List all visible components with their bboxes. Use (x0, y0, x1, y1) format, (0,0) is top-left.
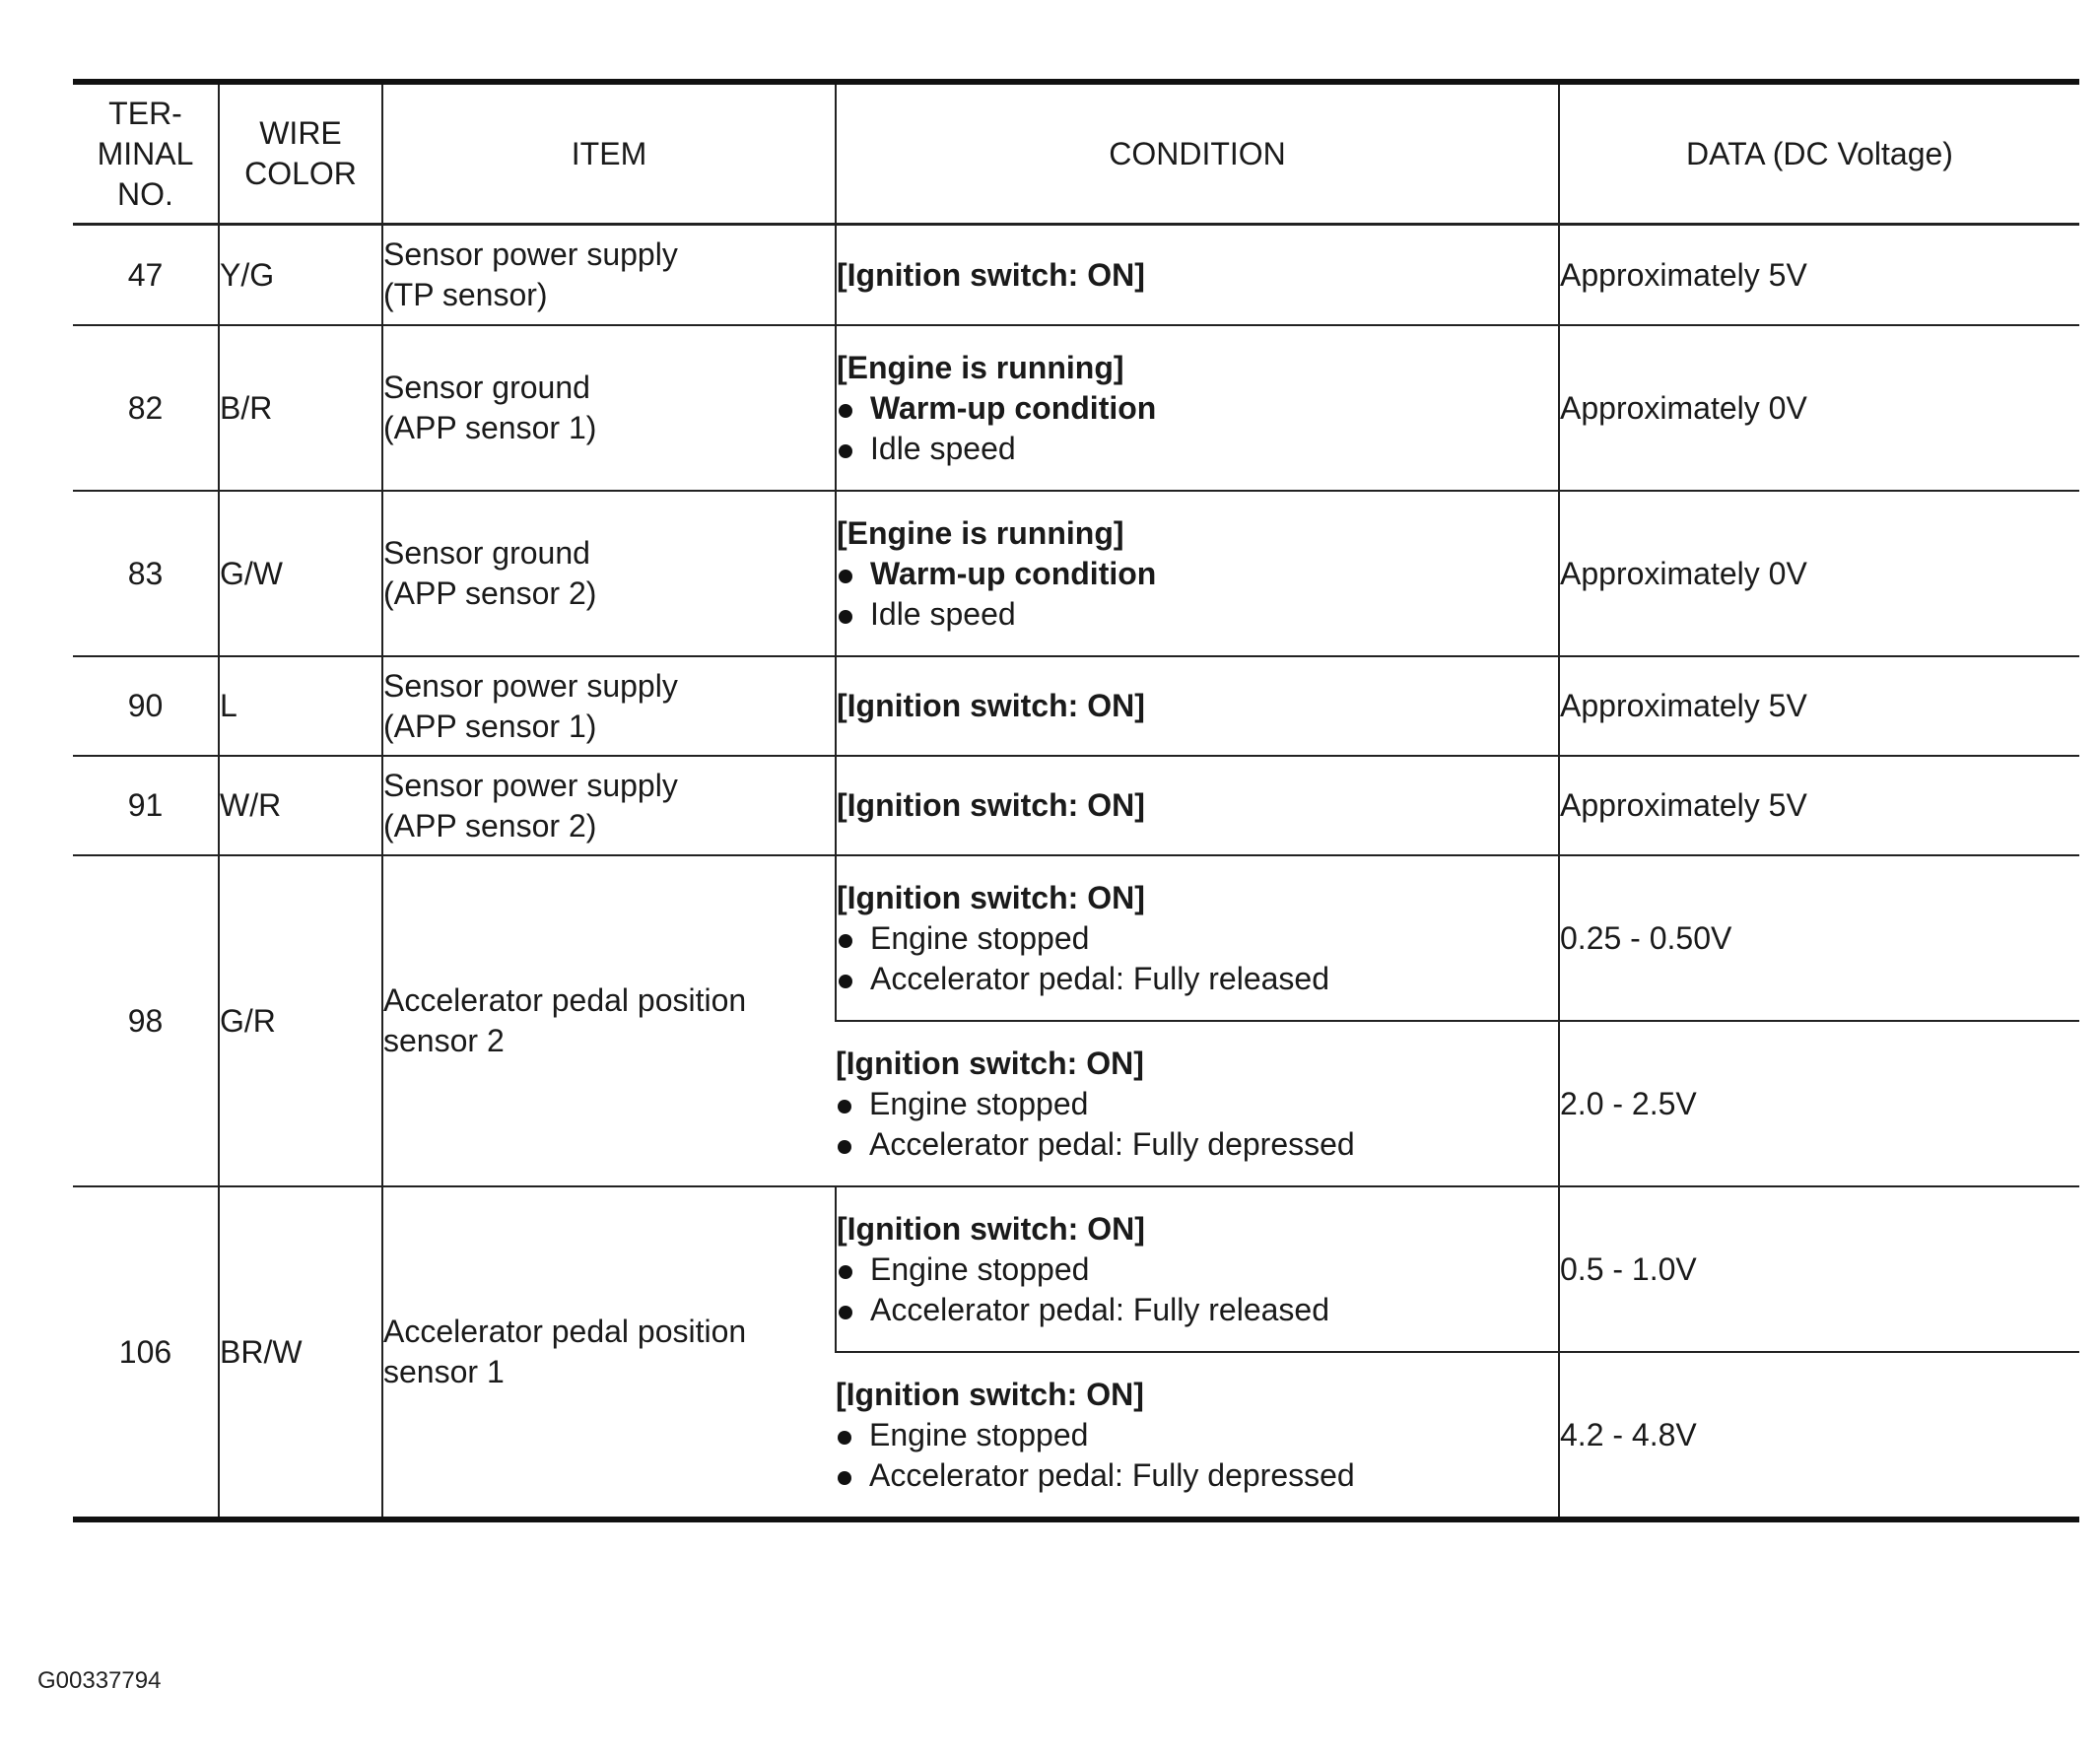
terminal-no: 47 (73, 225, 219, 326)
condition-cell (836, 325, 1559, 491)
header-row (73, 82, 2079, 225)
wire-color: BR/W (219, 1186, 382, 1519)
wire-color: G/W (219, 491, 382, 656)
wire-color: Y/G (219, 225, 382, 326)
table-row (73, 1186, 2079, 1352)
condition-cell (836, 491, 1559, 656)
condition-cell (836, 225, 1559, 326)
condition-bullet: Accelerator pedal: Fully released (837, 1290, 1558, 1330)
item-cell: Sensor power supply (APP sensor 1) (382, 656, 836, 756)
terminal-no: 83 (73, 491, 219, 656)
data-value: 2.0 - 2.5V (1559, 1021, 2079, 1186)
item-cell: Sensor power supply (TP sensor) (382, 225, 836, 326)
condition-head: [Ignition switch: ON] (837, 879, 1145, 915)
condition-cell (836, 1186, 1559, 1352)
ecm-terminal-table-wrapper (73, 79, 2079, 1522)
condition-head: [Engine is running] (837, 514, 1124, 551)
terminal-no: 106 (73, 1186, 219, 1519)
table-row (73, 325, 2079, 491)
data-value: 0.25 - 0.50V (1559, 855, 2079, 1021)
header-condition: CONDITION (836, 82, 1559, 225)
condition-bullet: Engine stopped (837, 918, 1558, 959)
condition-cell (836, 1021, 1559, 1186)
table-row (73, 656, 2079, 756)
terminal-no: 90 (73, 656, 219, 756)
header-data: DATA (DC Voltage) (1559, 82, 2079, 225)
item-cell: Sensor ground (APP sensor 1) (382, 325, 836, 491)
wire-color: B/R (219, 325, 382, 491)
data-value: Approximately 5V (1559, 225, 2079, 326)
condition-head: [Ignition switch: ON] (837, 1210, 1145, 1247)
condition-head: [Ignition switch: ON] (837, 787, 1145, 823)
condition-cell (836, 756, 1559, 855)
condition-bullet: Engine stopped (837, 1249, 1558, 1290)
ecm-terminal-table (73, 79, 2079, 1522)
header-item: ITEM (382, 82, 836, 225)
condition-cell (836, 855, 1559, 1021)
table-row (73, 756, 2079, 855)
data-value: 4.2 - 4.8V (1559, 1352, 2079, 1519)
header-terminal-no: TER- MINAL NO. (73, 82, 219, 225)
item-cell: Accelerator pedal position sensor 1 (382, 1186, 836, 1519)
data-value: Approximately 5V (1559, 756, 2079, 855)
item-cell: Sensor power supply (APP sensor 2) (382, 756, 836, 855)
data-value: Approximately 5V (1559, 656, 2079, 756)
table-row (73, 491, 2079, 656)
data-value: Approximately 0V (1559, 325, 2079, 491)
condition-head: [Ignition switch: ON] (836, 1376, 1144, 1412)
wire-color: W/R (219, 756, 382, 855)
condition-bullet: Idle speed (837, 594, 1558, 635)
condition-head: [Ignition switch: ON] (836, 1045, 1144, 1081)
table-row (73, 855, 2079, 1021)
data-value: 0.5 - 1.0V (1559, 1186, 2079, 1352)
condition-bullet: Accelerator pedal: Fully released (837, 959, 1558, 999)
condition-head: [Engine is running] (837, 349, 1124, 385)
condition-bullet: Accelerator pedal: Fully depressed (836, 1455, 1558, 1496)
condition-cell (836, 1352, 1559, 1519)
terminal-no: 82 (73, 325, 219, 491)
condition-bullet: Warm-up condition (837, 388, 1558, 429)
data-value: Approximately 0V (1559, 491, 2079, 656)
item-cell: Accelerator pedal position sensor 2 (382, 855, 836, 1186)
table-row (73, 225, 2079, 326)
terminal-no: 91 (73, 756, 219, 855)
item-cell: Sensor ground (APP sensor 2) (382, 491, 836, 656)
condition-bullet: Accelerator pedal: Fully depressed (836, 1124, 1558, 1165)
condition-bullet: Engine stopped (836, 1084, 1558, 1124)
condition-bullet: Engine stopped (836, 1415, 1558, 1455)
condition-head: [Ignition switch: ON] (837, 688, 1145, 723)
condition-head: [Ignition switch: ON] (837, 256, 1145, 293)
terminal-no: 98 (73, 855, 219, 1186)
condition-bullet: Warm-up condition (837, 554, 1558, 594)
condition-bullet: Idle speed (837, 429, 1558, 469)
header-wire-color: WIRE COLOR (219, 82, 382, 225)
wire-color: L (219, 656, 382, 756)
condition-cell (836, 656, 1559, 756)
figure-id: G00337794 (37, 1667, 162, 1694)
wire-color: G/R (219, 855, 382, 1186)
